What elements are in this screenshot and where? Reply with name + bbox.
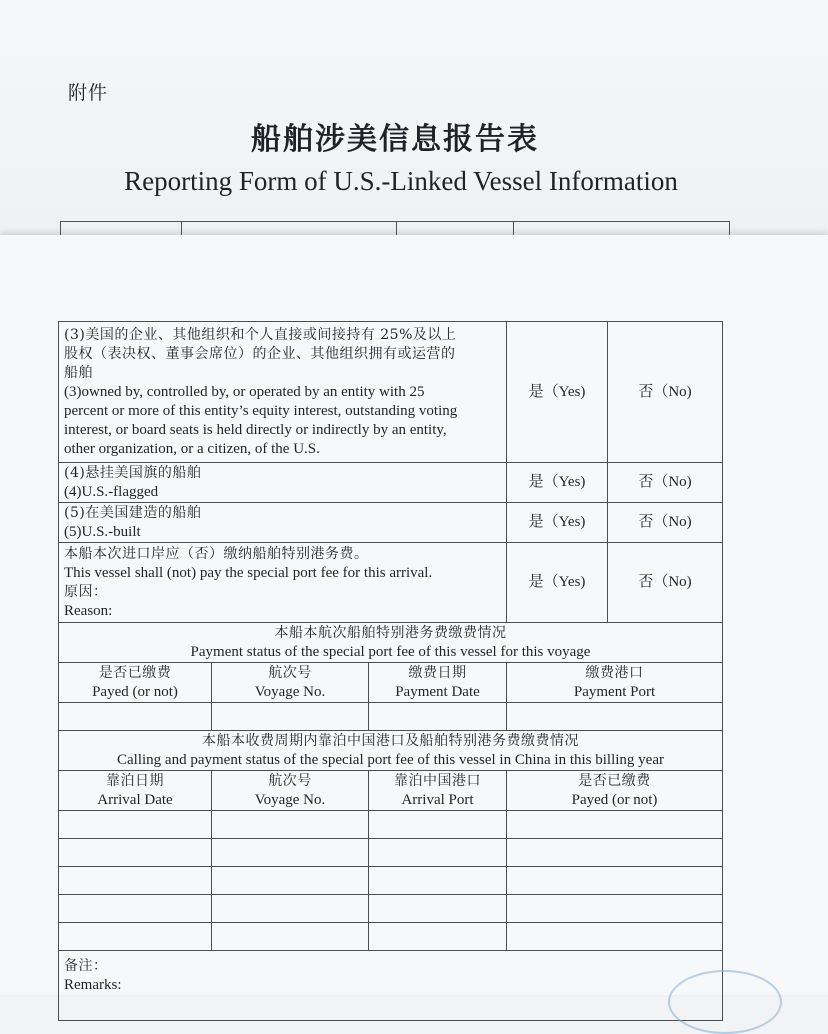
column-header-cn: 靠泊中国港口	[394, 772, 481, 789]
column-header	[59, 663, 212, 703]
question-en-line: other organization, or a citizen, of the U.S.	[64, 440, 320, 457]
annex-label: 附件	[68, 82, 109, 104]
blank-cell[interactable]	[59, 923, 212, 951]
blank-cell[interactable]	[59, 839, 212, 867]
reason-label-cn: 原因：	[64, 583, 108, 600]
column-header-cn: 航次号	[268, 772, 312, 789]
section-title-cn: 本船本收费周期内靠泊中国港口及船舶特别港务费缴费情况	[202, 732, 579, 749]
column-header-en: Payed (or not)	[571, 791, 658, 808]
no-option[interactable]: 否（No)	[608, 543, 723, 623]
blank-cell[interactable]	[212, 867, 369, 895]
form-title-cn: 船舶涉美信息报告表	[251, 122, 539, 157]
form-sheet	[0, 235, 828, 995]
column-header-cn: 航次号	[268, 664, 312, 681]
calling-entry-row	[59, 839, 723, 867]
blank-cell[interactable]	[59, 895, 212, 923]
column-header-cn: 是否已缴费	[98, 664, 172, 681]
question-en-line: (5)U.S.-built	[64, 523, 141, 540]
column-header-en: Payment Port	[573, 683, 656, 700]
question-text	[59, 503, 507, 543]
column-header-cn: 是否已缴费	[578, 772, 651, 789]
question-cn-line: (3)美国的企业、其他组织和个人直接或间接持有 25%及以上	[64, 326, 457, 343]
blank-cell[interactable]	[507, 867, 723, 895]
remarks-cell[interactable]	[59, 951, 723, 1021]
question-en-line: interest, or board seats is held directly or indirectly by an entity,	[64, 421, 447, 438]
remarks-label-en: Remarks:	[64, 977, 122, 993]
column-header	[369, 771, 507, 811]
payment-entry-row	[59, 703, 723, 731]
yes-option[interactable]: 是（Yes)	[507, 503, 608, 543]
calling-entry-row	[59, 895, 723, 923]
question-row-3	[59, 322, 723, 463]
blank-cell[interactable]	[212, 839, 369, 867]
fee-question-row	[59, 543, 723, 623]
blank-cell[interactable]	[507, 923, 723, 951]
blank-cell[interactable]	[369, 703, 507, 731]
section-title-en: Payment status of the special port fee of this vessel for this voyage	[190, 643, 591, 660]
column-header	[212, 663, 369, 703]
column-header	[369, 663, 507, 703]
blank-cell[interactable]	[369, 839, 507, 867]
blank-cell[interactable]	[212, 811, 369, 839]
calling-entry-row	[59, 811, 723, 839]
question-row-5	[59, 503, 723, 543]
payment-column-headers	[59, 663, 723, 703]
form-title-en: Reporting Form of U.S.-Linked Vessel Information	[124, 166, 678, 196]
vessel-info-table	[58, 321, 723, 1021]
blank-cell[interactable]	[212, 703, 369, 731]
yes-option[interactable]: 是（Yes)	[507, 322, 608, 463]
column-header	[212, 771, 369, 811]
section-title	[59, 623, 723, 663]
calling-column-headers	[59, 771, 723, 811]
blank-cell[interactable]	[507, 895, 723, 923]
question-en-line: (3)owned by, controlled by, or operated by an entity with 25	[64, 383, 425, 400]
column-header-en: Arrival Port	[401, 791, 474, 808]
column-header-en: Voyage No.	[254, 791, 326, 808]
blank-cell[interactable]	[507, 811, 723, 839]
question-cn-line: 本船本次进口岸应（否）缴纳船舶特别港务费。	[64, 545, 369, 562]
yes-option[interactable]: 是（Yes)	[507, 463, 608, 503]
no-option[interactable]: 否（No)	[608, 322, 723, 463]
blank-cell[interactable]	[369, 811, 507, 839]
blank-cell[interactable]	[507, 703, 723, 731]
question-cn-line: 船舶	[64, 364, 93, 381]
column-header	[507, 771, 723, 811]
column-header-en: Payed (or not)	[92, 683, 178, 700]
no-option[interactable]: 否（No)	[608, 463, 723, 503]
reason-label-en: Reason:	[64, 602, 113, 619]
no-option[interactable]: 否（No)	[608, 503, 723, 543]
question-en-line: This vessel shall (not) pay the special port fee for this arrival.	[64, 564, 433, 581]
question-text	[59, 322, 507, 463]
section-title-en: Calling and payment status of the special port fee of this vessel in China in this billing year	[117, 751, 664, 768]
blank-cell[interactable]	[59, 811, 212, 839]
question-cn-line: (5)在美国建造的船舶	[64, 504, 202, 521]
blank-cell[interactable]	[369, 923, 507, 951]
column-header-en: Arrival Date	[97, 791, 173, 808]
remarks-row	[59, 951, 723, 1021]
calling-entry-row	[59, 923, 723, 951]
blank-cell[interactable]	[59, 867, 212, 895]
column-header	[507, 663, 723, 703]
blank-cell[interactable]	[59, 703, 212, 731]
calling-section-header	[59, 731, 723, 771]
blank-cell[interactable]	[369, 895, 507, 923]
remarks-label-cn: 备注：	[64, 958, 108, 974]
blank-cell[interactable]	[212, 895, 369, 923]
calling-entry-row	[59, 867, 723, 895]
column-header-cn: 靠泊日期	[106, 772, 164, 789]
section-title	[59, 731, 723, 771]
blank-cell[interactable]	[212, 923, 369, 951]
question-cn-line: (4)悬挂美国旗的船舶	[64, 464, 202, 481]
column-header-en: Payment Date	[395, 683, 480, 700]
question-text	[59, 463, 507, 503]
question-text	[59, 543, 507, 623]
payment-section-header	[59, 623, 723, 663]
question-row-4	[59, 463, 723, 503]
blank-cell[interactable]	[507, 839, 723, 867]
column-header	[59, 771, 212, 811]
question-cn-line: 股权（表决权、董事会席位）的企业、其他组织拥有或运营的	[64, 345, 456, 362]
column-header-cn: 缴费日期	[408, 664, 467, 681]
column-header-en: Voyage No.	[254, 683, 326, 700]
blank-cell[interactable]	[369, 867, 507, 895]
column-header-cn: 缴费港口	[585, 664, 644, 681]
question-en-line: percent or more of this entity’s equity interest, outstanding voting	[64, 402, 458, 419]
question-en-line: (4)U.S.-flagged	[64, 483, 159, 500]
yes-option[interactable]: 是（Yes)	[507, 543, 608, 623]
section-title-cn: 本船本航次船舶特别港务费缴费情况	[274, 624, 507, 641]
underlying-page	[0, 0, 828, 260]
official-stamp-partial	[668, 970, 782, 1034]
